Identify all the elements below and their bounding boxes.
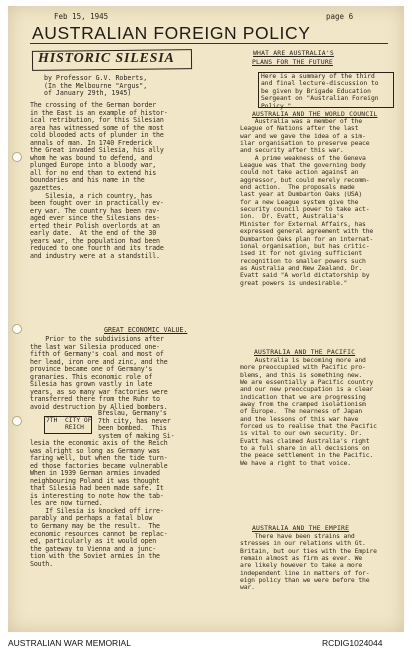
archive-id: RCDIG1024044 <box>322 638 383 648</box>
section-heading-empire: AUSTRALIA AND THE EMPIRE <box>252 524 350 532</box>
left-paragraph-1: The crossing of the German border in the East is an example of histor- ical retribution, for this Silesian area has witnessed some of the most cold blooded acts of plunder in the annals of man. In 1740 Frederick the Great invaded Silesia, his ally whom he was bound to defend, and plunged Europe into a bloody war, all for no end than to extend his boundaries and his name in the gazettes. Silesia, a rich country, has been fought over in practically ev- ery war. The country has been rav- aged ever since the Silesians des- erted their Polish overlords at an early date. At the end of the 30 years war, the population had been reduced to one fourth and its trade and industry were at a standstill. <box>30 101 168 260</box>
section-heading-city: 7TH CITY OF REICH <box>46 417 92 431</box>
left-paragraph-3-intro: Breslau, Germany's 7th city, has never been bombed. This system of making Si- <box>98 409 175 440</box>
issue-date: Feb 15, 1945 <box>54 12 109 21</box>
section-heading-economic: GREAT ECONOMIC VALUE. <box>104 326 188 334</box>
section-heading-world-council: AUSTRALIA AND THE WORLD COUNCIL <box>252 110 378 118</box>
left-paragraph-2: Prior to the subdivisions after the last war Silesia produced one- fifth of Germany's coal and most of her lead, iron ore and zinc, and the province became one of Germany's granaries. This economic role of Silesia has grown vastly in late years, as so many war factories were transferred there from the Ruhr to avoid destruction by Allied bombers. <box>30 335 168 411</box>
right-heading-1: WHAT ARE AUSTRALIA'S <box>253 49 334 57</box>
page-title: AUSTRALIAN FOREIGN POLICY <box>32 23 311 43</box>
byline: by Professor G.V. Roberts, (In the Melbourne "Argus", of January 29th, 1945) <box>44 74 148 98</box>
punch-hole <box>12 324 22 334</box>
title-rule <box>30 43 388 44</box>
right-paragraph-world-council: Australia was a member of the League of Nations after the last war and we gave the idea of a sim- ilar organisation to preserve peace and security after this war. A prime weakness of the Geneva League was that the governing body could not take action against an aggressor, but could merely recomm- end action. The proposals made last year at Dumbarton Oaks (USA) for a new League system give the security council power to take act- ion. Dr. Evatt, Australia's Minister for External Affairs, has expressed general agreement with the Dumbarton Oaks plan for an internat- ional organisation, but has critic- ised it for not giving sufficient recognition to smaller powers such as Australia and New Zealand. Dr. Evatt said "A world dictatorship by great powers is undesirable." <box>240 117 374 287</box>
summary-text: Here is a summary of the third and final lecture-discussion to be given by Brigade Education Sergeant on "Australian Foreign Policy." <box>261 73 379 110</box>
right-paragraph-empire: There have been strains and stresses in our relations with Gt. Britain, but our ties with the Empire remain almost as firm as ever. We are likely however to take a more independent line in matters of for- eign policy than we were before the war. <box>240 532 377 592</box>
document-page <box>8 6 404 632</box>
punch-hole <box>12 416 22 426</box>
page-number: page 6 <box>326 12 354 21</box>
article-title: HISTORIC SILESIA <box>38 51 175 66</box>
punch-hole <box>12 152 22 162</box>
right-heading-2: PLANS FOR THE FUTURE <box>252 58 333 66</box>
right-paragraph-pacific: Australia is becoming more and more preoccupied with Pacific pro- blems, and this is something new. We are essentially a Pacific country and our new preoccupation is a clear indication that we are progressing away from the cramped isolationism of Europe. The nearness of Japan and the lessons of this war have forced us to realise that the Pacific is vital to our own security. Dr. Evatt has claimed Australia's right to a full share in all decisions on the peace settlement in the Pacific. We have a right to that voice. <box>240 356 377 467</box>
archive-credit: AUSTRALIAN WAR MEMORIAL <box>8 638 131 648</box>
left-paragraph-3: lesia the economic axis of the Reich was alright so long as Germany was faring well, but when the tide turn- ed those factories became vulnerable When in 1939 German armies invaded neighbouring Poland it was thought that Silesia had been made safe. It is interesting to note how the tab- les are now turned. If Silesia is knocked off irre- parably and perhaps a fatal blow to Germany may be the result. The economic resources cannot be replac- ed, particularly as it would open the gateway to Vienna and a junc- tion with the Soviet armies in the South. <box>30 439 168 568</box>
section-heading-pacific: AUSTRALIA AND THE PACIFIC <box>254 348 356 356</box>
